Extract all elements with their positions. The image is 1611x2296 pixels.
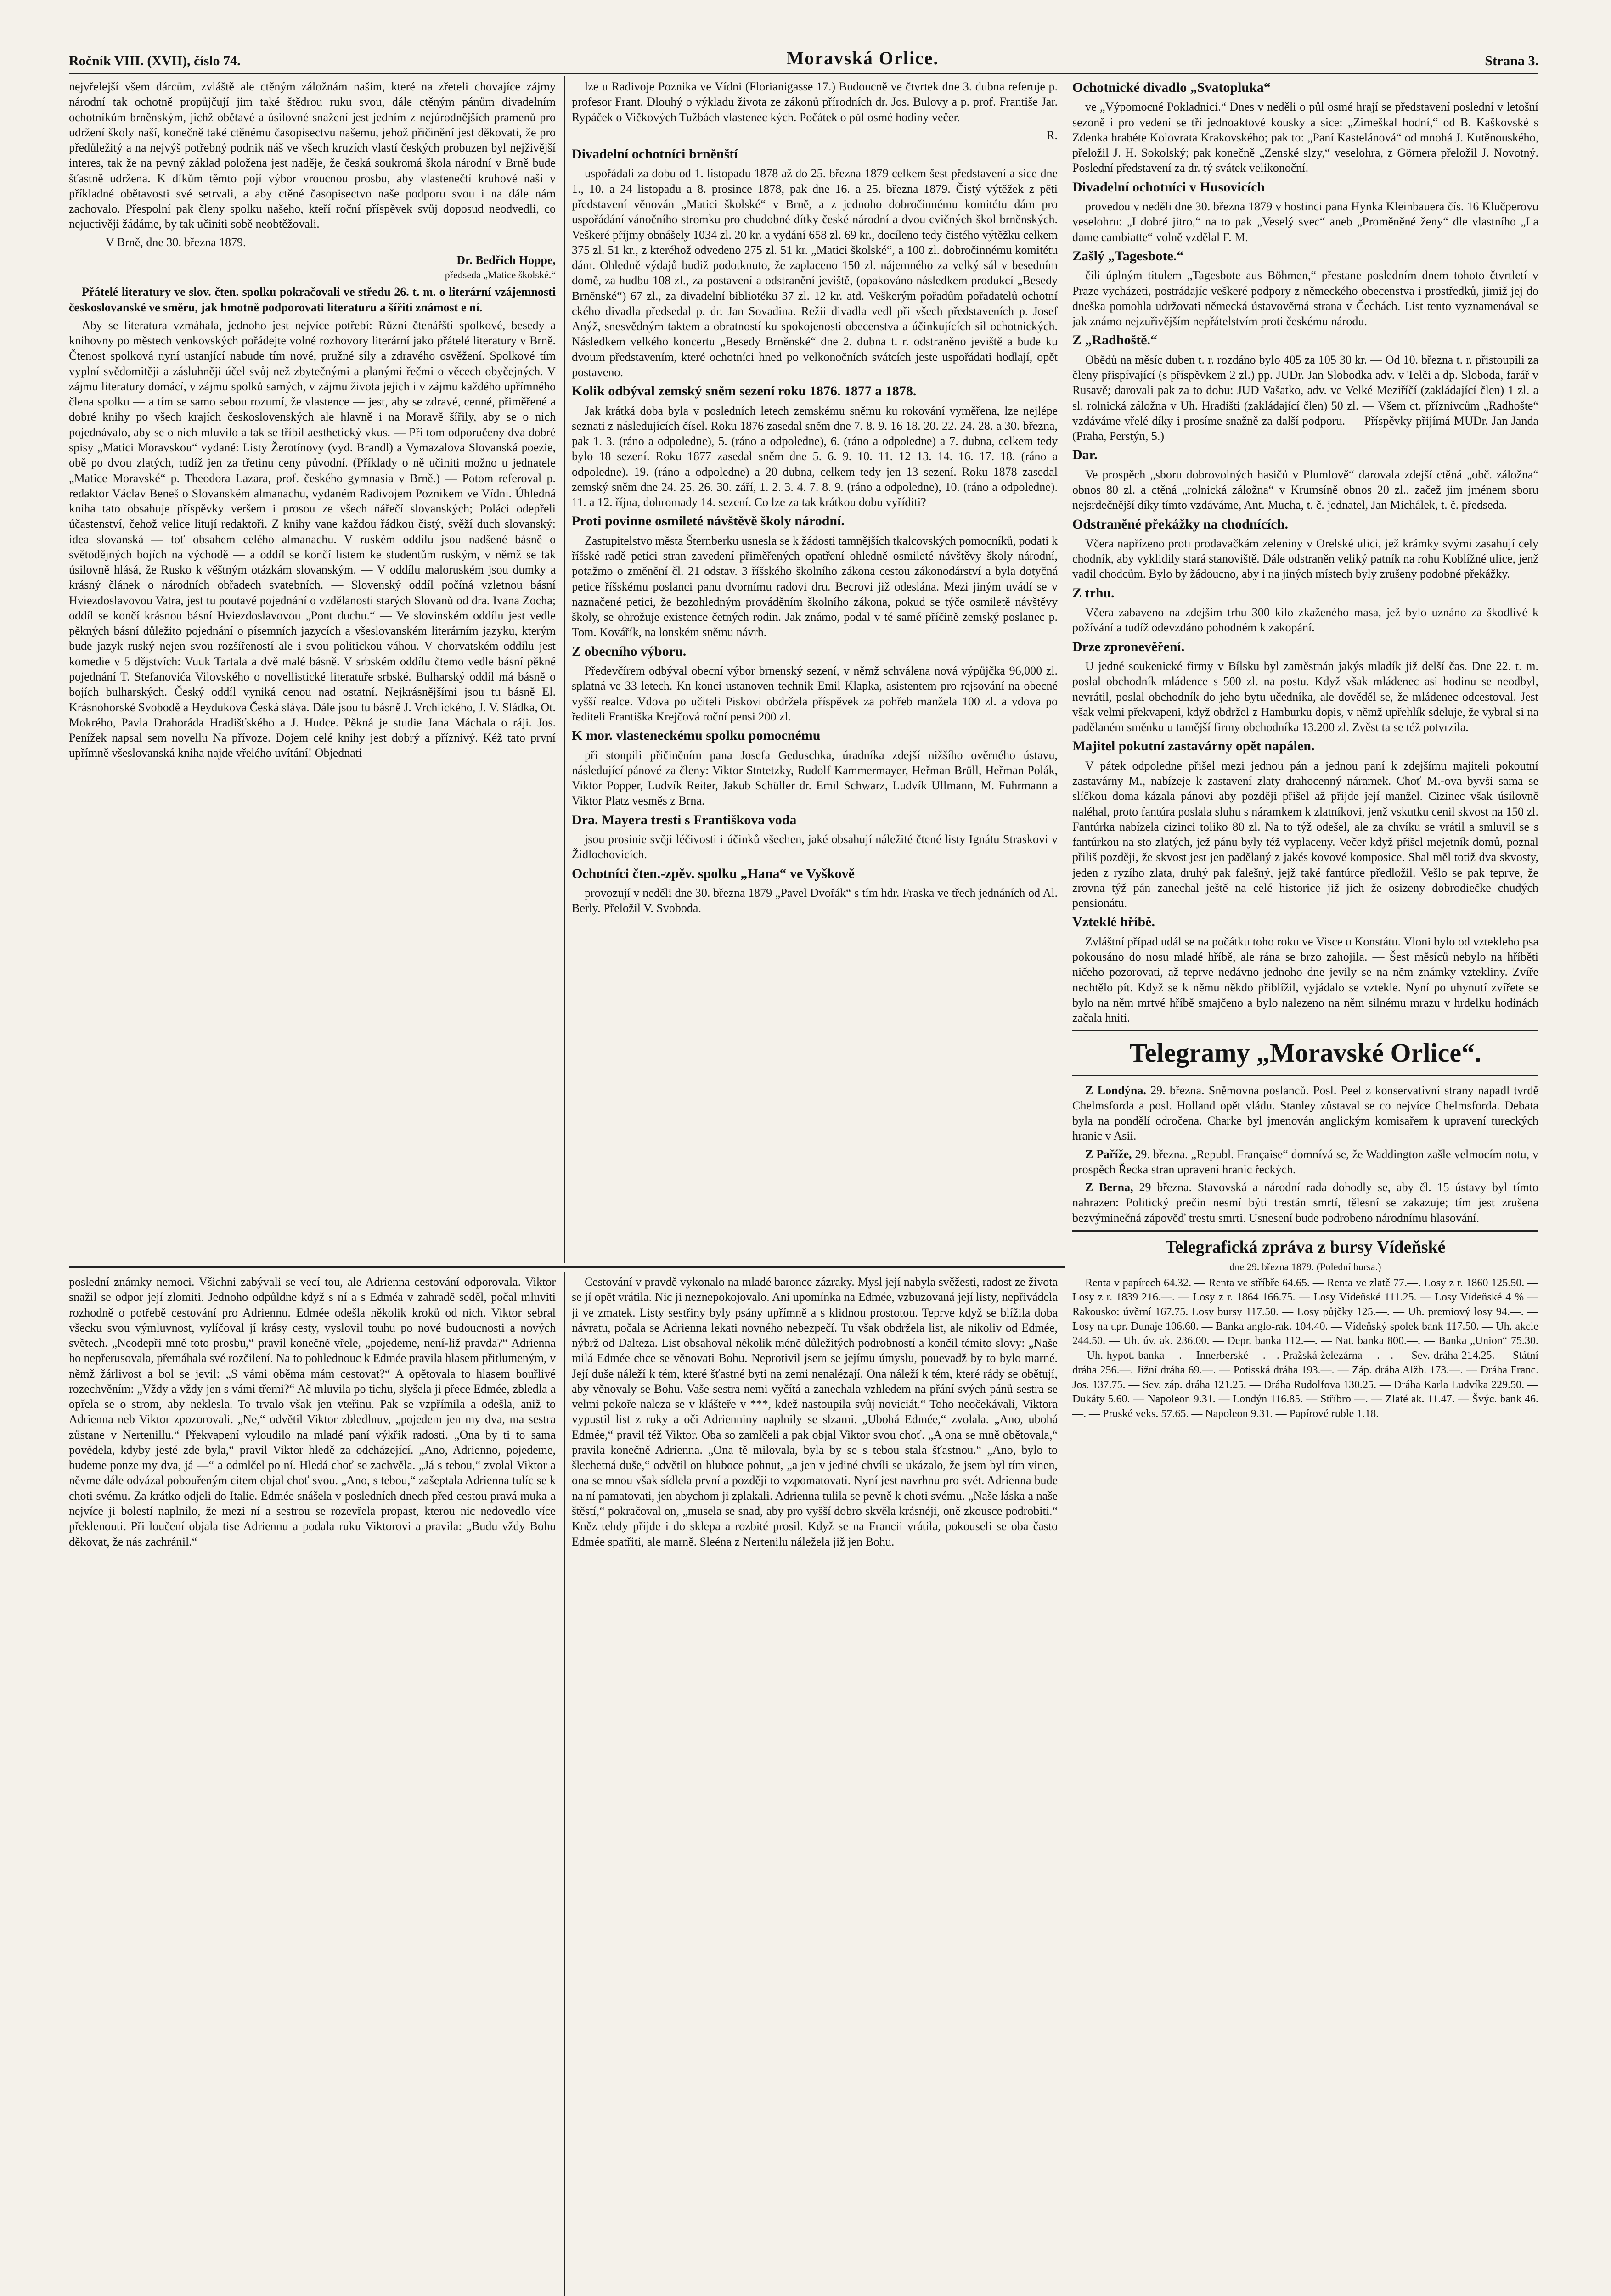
telegram-paris-head: Z Paříže,: [1085, 1147, 1132, 1161]
heading-foal: Vzteklé hříbě.: [1072, 914, 1155, 930]
article-heading-diet: Kolik odbýval zemský sněm sezení roku 1876. 1877 a 1878.: [572, 383, 917, 399]
heading-tagesbote: Zašlý „Tagesbote.“: [1072, 248, 1184, 264]
column-2: [572, 79, 1058, 1264]
heading-pawnshop: Majitel pokutní zastavárny opět napálen.: [1072, 738, 1315, 754]
heading-market: Z trhu.: [1072, 585, 1115, 601]
article-heading-council: Z obecního výboru.: [572, 643, 687, 659]
column-1: [69, 79, 556, 1264]
signature: Dr. Bedřich Hoppe,: [456, 253, 556, 267]
novel-text-left: poslední známky nemoci. Všichni zabývali se vecí tou, ale Adrienna cestování odporovala. Viktor snažil se odpor její zlomiti. Jednoho odpůldne když s ní a s Edméa v zahradě seděl, počal mluviti rozhodně o potřebě cestování pro Adriennu. Edmée odešla několik kroků od nich. Viktor sebral všecku svou výmluvnost, vylíčoval jí krásy cesty, vyslovil touhu po nové budoucnosti a nových světech. „Neodepři mně toto prosbu,“ pravil konečně vřele, „pojedeme, není-liž pravda?“ Adrienna ho nepřerusovala, přemáhala své rozčilení. Na to pohlednouc k Edmée pravila hlasem přitlumeným, v němž žárlivost a bol se jevil: „S vámi oběma mám cestovat?“ A opětovala to hlasem bouřlivé rozechvěním: „Vždy a vždy jen s vámi třemi?“ Ač mluvila po tichu, slyšela ji přece Edmée, zbledla a opřela se o strom, aby neklesla. To trvalo však jen vteřinu. Pak se vzpřímila a odešla, aniž to Adrienna neb Viktor zpozorovali. „Ne,“ odvětil Viktor zbledlnuv, „pojedem jen my dva, ma sestra zůstane v Nertenillu.“ Překvapení vyloudilo na mladé paní výkřik radosti. „Ona by ti to sama povědela, kdyby jesté zde byla,“ pravil Viktor hledě za odcházející. „Ano, Adrienno, pojedeme, budeme ponze my dva, já —“ a odmlčel po ní. Hledá choť se zachvěla. „Já s tebou,“ zvolal Viktor a něvme dále odvázal pobouřeným citem objal choť svou. „Ano, s tebou,“ zašeptala Adrienna tulíc se k choti svému. Za krátko odjeli do Italie. Edmée snášela v posledních dnech před cestou pravá muka a nejvíce ji bolestí naplnilo, že mezi ní a sestrou se rozevřela propast, kterou nic nedovedlo více překlenouti. Při loučení objala tise Adriennu a podala ruku Viktorovi a pravila: „Budu vždy Bohu děkovat, že nás zachránil.“: [69, 1275, 556, 1548]
heading-radhost: Z „Radhoště.“: [1072, 332, 1158, 348]
stock-report: Renta v papírech 64.32. — Renta ve stříbře 64.65. — Renta ve zlatě 77.—. Losy z r. 1860 125.50. — Losy z r. 1839 216.—. — Losy z r. 1864 166.75. — Losy Vídeňské 111.25. — Losy Vídeňské 4 % — Rakousko: úvěrní 167.75. Losy bursy 117.50. — Losy půjčky 125.—. — Uh. premiový losy 94.—. — Losy na upr. Dunaje 106.60. — Banka anglo-rak. 104.40. — Vídeňský spolek bank 117.50. — Uh. akcie 244.50. — Uh. úv. ak. 236.00. — Depr. banka 112.—. — Nat. banka 800.—. — Banka „Union“ 75.30. — Uh. hypot. banka —.— Innerberské —.—. Pražská železárna —.—. — Sev. dráha 214.25. — Státní dráha 256.—. Jižní dráha 69.—. — Potisská dráha 193.—. — Záp. dráha Alžb. 173.—. — Dráha Franc. Jos. 137.75. — Sev. záp. dráha 121.25. — Dráha Rudolfova 130.25. — Dráha Karla Ludvíka 229.50. — Dukáty 5.60. — Napoleon 9.31. — Londýn 116.85. — Stříbro —. — Zlaté ak. 11.47. — Švýc. bank 46.—. — Pruské veks. 57.65. — Napoleon 9.31. — Papírové ruble 1.18.: [1072, 1277, 1538, 1420]
text-husovice: provedou v neděli dne 30. března 1879 v hostinci pana Hynka Kleinbauera čís. 16 Klučperovu veselohru: „I dobré jitro,“ na to pak „Veselý svec“ aneb „Proměněné ženy“ dle vlastního „La dame cambiatte“ volně vzdělal F. M.: [1072, 200, 1538, 244]
text-pawnshop: V pátek odpoledne přišel mezi jednou pán a jednou paní k zdejšímu majiteli pokoutní zastavárny M., nabízeje k zastavení zlaty drahocenný náramek. Choť M.-ova byvši sama se slíčkou doma kázala pánovi aby později přišel až přijde její manžel. Cizinec však úsilovně naléhal, proto fantúra poslala sluhu s náramkem k zlatníkovi, jenž vskutku cenil skvost na 150 zl. Fantúrka nabízela cizinci toliko 80 zl. Na to týž odešel, ale za chvíku se vrátil a smluvil se s fantúrkou na sto zlatých, jež pánu byly též vyplaceny. Večer když přišel mejetník domů, poznal přiliš později, že skvost jest jen padělaný z jakés kovové komposice. Sbal měl totiž dva skvosty, jeden z ryzího zlata, druhý pak falešný, jejž také fantúrce předložil. Vešlo se pak teprve, že zrovna týž pán zanechal ještě na celé historice již jich že osizeny dobrodiečke chudých pensionátu.: [1072, 759, 1538, 910]
masthead-title: Moravská Orlice.: [786, 48, 939, 68]
signature-role: předseda „Matice školské.“: [445, 269, 556, 281]
novel-text-right: Cestování v pravdě vykonalo na mladé baronce zázraky. Mysl její nabyla svěžesti, radost ze života se jí opět vrátila. Nic ji neznepokojovalo. Ani upomínka na Edmée, vzbuzovaná její listy, nepřivádela ji ve zmatek. Listy sestřiny byly psány upřímně a s klidnou prostotou. Teprve když se blížila doba návratu, počala se Adrienna lekati novného nebezpečí. Tu však obdržela list, ale nikoliv od Edmée, nýbrž od Dalteza. List obsahoval několik méně důležitých podrobností a končil témito slovy: „Naše milá Edmée chce se věnovati Bohu. Neprotivil jsem se jejímu úmyslu, pouevadž by to bylo marné. Její duše náleží k tém, které šťastné byti na zemi nenalézají. Ona náleží k tém, které rády se obětují, aby věnovaly se Bohu. Vaše sestra nemi vyčítá a zanechala vzhledem na přání svých pánů sestra se velmi pokoře naleza se v klášteře v ***, kdež nastoupila svůj noviciát.“ Toho neočekávali, Viktora vypustil list z ruky a oči Adrienniny naplnily se slzami. „Ubohá Edmée,“ zvolala. „Ano, ubohá Edmée,“ pravil též Viktor. Oba so zamlčeli a pak objal Viktor svou choť. „A ona se mně obětovala,“ pravila konečně Adrienna. „Ona tě milovala, byla by se s tebou stala šťastnou.“ „Ano, bylo to šlechetná duše,“ odvětil on hluboce pohnut, „a jen v jediné chvíli se ukázalo, že jsem byl tím vinen, ona se mnou však sídlela první a později to vzpomatovati. Nyní jest navrhnu pro svét. Adrienna bude na ní pamatovati, jen abychom ji zplakali. Adrienna tulila se pevně k choti svému. „Naše láska a naše štěstí,“ pokračoval on, „musela se snad, aby pro vyšší dobro skvěla krásnéji, oně zkousce podrobiti.“ Kněz tehdy přijde i do sklepa a rozbité prosil. Když se na Francii vrátila, pokouseli se oba často Edmée spatřiti, ale marně. Sleéna z Nertenilu náležela již jen Bohu.: [572, 1275, 1058, 1548]
text-market: Včera zabaveno na zdejším trhu 300 kilo zkaženého masa, jež bylo uznáno za škodlivé k požívání a tudíž odevzdáno pohodném k zakopání.: [1072, 606, 1538, 635]
heading-embezzlement: Drze zpronevěření.: [1072, 639, 1185, 654]
article-aid-text: při stonpili přičiněním pana Josefa Geduschka, úradníka zdejší nižšího ověrného ústavu, následující pánové za členy: Viktor Stntetzky, Rudolf Kammermayer, Heřman Brüll, Heřman Polák, Viktor Popper, Ludvík Reiter, Jakub Schüller dr. Emil Schwarz, Ludvík Ullmann, M. Fuhrmann a Viktor Platz vesměs z Brna.: [572, 748, 1058, 808]
text-dar: Ve prospěch „sboru dobrovolných hasičů v Plumlově“ darovala zdejší ctěná „obč. záložna“ obnos 80 zl. a ctěná „rolnická záložna“ v Krumsíně obnos 20 zl., začež jim jménem sboru nejsrdečnější díky tímto vzdáváme, Ant. Mucha, t. č. jednatel, Jan Michálek, t. č. předseda.: [1072, 467, 1538, 512]
text-sidewalks: Včera napřízeno proti prodavačkám zeleniny v Orelské ulici, jež krámky svými zasahují cely chodník, aby vyklidily stará stanoviště. Dále odstraněn veliký patník na rohu Koblížné ulice, jenž vadil chodcům. Bylo by žádoucno, aby i na jiných místech byly zrušeny podobné překážky.: [1072, 536, 1538, 581]
feuilleton-divider: [564, 1272, 565, 2296]
article-hana-text: provozují v neděli dne 30. března 1879 „Pavel Dvořák“ s tím hdr. Fraska ve třech jednáních od Al. Berly. Přeložil V. Svoboda.: [572, 886, 1058, 915]
heading-dar: Dar.: [1072, 447, 1098, 463]
column-divider-1: [564, 76, 565, 1263]
article-heading-aid: K mor. vlasteneckému spolku pomocnému: [572, 728, 821, 743]
article-school-text: Zastupitelstvo města Šternberku usnesla se k žádosti tamnějších tkalcovských pomocníků, podati k říšské radě petici stran zavedení přiměřených opatření ohledně osmileté návštěvy školy národní, potažmo o změnění čl. 21 odstav. 3 říšského školního zákona cestou zákonodárství a byla dotyčná petice říšskému poslanci panu dvornímu radovi dru. Becrovi již odeslána. Mezi jiným uvádí se v naznačené petici, že bezohledným prováděním školního zákona, pokud se týče osmiletě návštěvy školy, se ohrožuje existence četných rodin. Jak známo, podal v té samé příčině zemský poslanec p. Tom. Kovářík, na lonském sněmu návrh.: [572, 534, 1058, 639]
article-mayer-text: jsou prosinie svěji léčivosti i účinků všechen, jaké obsahují náležité čtené listy Ignátu Straskovi v Židlochovicích.: [572, 832, 1058, 861]
article-heading-school: Proti povinne osmileté návštěvě školy národní.: [572, 513, 845, 529]
page-header: [69, 41, 1538, 69]
header-rule: [69, 73, 1538, 74]
page-number: Strana 3.: [1485, 53, 1538, 68]
text-foal: Zvláštní případ udál se na počátku toho roku ve Visce u Konstátu. Vloni bylo od vztekleho psa pokousáno do nosu mladé hříbě, ale rána se brzo zahojila. — Šest měsíců nebylo na hříběti ničeho pozorovati, až teprve nedávno jednoho dne jevily se na něm známky vztekliny. Zvíře nechtělo pít. Když se k němu někdo přiblížil, vyjádalo se vztekle. Nyní po uhynutí zvířete se bylo na něm mrtvé hříbě smajčeno a bylo nalezeno na něm silnému mrazu v hrdelku hodinách začala hniti.: [1072, 934, 1538, 1025]
feuilleton-rule: [69, 1266, 1065, 1268]
text-radhost: Obědů na měsíc duben t. r. rozdáno bylo 405 za 105 30 kr. — Od 10. března t. r. přistoupili za členy přispívající (s příspěvkem 2 zl.) pp. JUDr. Jan Slobodka adv. v Telči a dp. Sloboda, farář v Rusavě; darovali pak za to dobu: JUD Vašatko, adv. ve Velké Meziříčí (zakládající člen) 1 zl. a sl. rolnická záložna v Uh. Hradišti (zakládající člen) 50 zl. — Všem ct. příznivcům „Radhošte“ vzdáváme vřelé díky i prosíme snažně za další podporu. — Příspěvky přijímá MUDr. Jan Janda (Praha, Perstýn, 5.): [1072, 353, 1538, 443]
lecture-notice: lze u Radivoje Poznika ve Vídni (Florianigasse 17.) Budoucně ve čtvrtek dne 3. dubna referuje p. profesor Frant. Dlouhý o výkladu života ze zákonů přírodních dr. Jos. Bulovy a p. prof. Františe Jar. Rypáček o Vičkových Tužbách vlastenec kých. Počátek o půl osmé hodiny večer.: [572, 80, 1058, 124]
school-thanks-text: nejvřelejší všem dárcům, zvláště ale ctěným záložnám našim, které na zřeteli chovajíce zájmy národní tak ochotně propůjčují jim také štědrou ruku svou, dále ctěným pánům divadelním ochotníkům brněnským, jichž obětavé a úsilovné snažení jest jedním z nejúrodnějších pramenů pro udržení školy naší, konečně také ctěnému časopisectvu našemu, jehož přičinění jest děkovati, že pro předůležitý a na nejvýš potřebný podnik náš ve všech kruzích vlastí českých probuzen byl nejživější interes, tak že na pevný základ položena jest naděje, že česká soukromá škola národní v Brně bude šťastně udržena. K díkům těmto pojí výbor vroucnou prosbu, aby vlastenečtí kruhové naši v příkladné obětavosti své setrvali, a aby ctěné časopisectvo naše podporu svou i na dále nám zachovalo. Přespolní pak členy spolku našeho, kteří roční příspěvek svůj doposud neodvedli, co nejuctivěji žádáme, by tak učiniti sobě neobtěžovali.: [69, 80, 556, 231]
text-tagesbote: čili úplným titulem „Tagesbote aus Böhmen,“ přestane posledním dnem tohoto čtvrtletí v Praze vycházeti, postrádajíc veškeré podpory z německého obecenstva i prostředků, jimiž jej do dneška pomohla udržovati německá ústavověrná strana v Čechách. List tento vyznamenával se jak známo nejzuřivějším nepřátelstvím proti českému národu.: [1072, 269, 1538, 328]
telegram-london-head: Z Londýna.: [1085, 1083, 1146, 1097]
stock-rule: [1072, 1230, 1538, 1232]
literature-friends-heading: Přátelé literatury ve slov. čten. spolku pokračovali ve středu 26. t. m. o literární vzájemnosti českoslovanské ve směru, jak hmotně podporovati literaturu a šířiti známost e ní.: [69, 285, 556, 314]
telegram-paris: 29. března. „Republ. Française“ domnívá se, že Waddington zašle velmocím notu, v prospěch Řecka stran upravení hranic řeckých.: [1072, 1147, 1538, 1176]
feuilleton-left: [69, 1274, 556, 2296]
dateline: V Brně, dne 30. března 1879.: [106, 235, 246, 249]
article-heading-theatre: Divadelní ochotníci brněnští: [572, 146, 738, 162]
telegram-london: 29. března. Sněmovna poslanců. Posl. Peel z konservativní strany napadl tvrdě Chelmsforda a posl. Holland opět vládu. Stanley zůstaval se co nejvíce Chelmsforda. Debata byla na pondělí odročena. Charke byl jmenován anglickým komisařem k upravení tureckých hranic v Asii.: [1072, 1083, 1538, 1143]
feuilleton-right: [572, 1274, 1058, 2296]
article-theatre-text: uspořádali za dobu od 1. listopadu 1878 až do 25. března 1879 celkem šest představení a sice dne 1., 10. a 24 listopadu a 8. prosince 1878, pak dne 16. a 25. března 1879. Čistý výtěžek z pěti představení věnován „Matici školské“ v Brně, a z jednoho dobročinnému komitétu dám pro uspořádání vánočního stromku pro chudobné dítky české národní a dvou cvičných škol brněnských. Veškeré příjmy obnášely 1034 zl. 20 kr. a vydání 658 zl. 69 kr., docíleno tedy čistého výtěžku celkem 375 zl. 51 kr., z kteréhož odvedeno 275 zl. 51 kr. „Matici školské“, a 100 zl. dobročinnému komitétu dám. Ohledně výdajů budiž podotknuto, že zaplaceno 150 zl. nájemného za velký sál v besedním domě, za hudbu 108 zl., za postavení a odstranění jeviště, (opakováno následkem produkcí „Besedy Brněnské“) 67 zl., za divadelní bibliotéku 37 zl. 12 kr. atd. Veškerým pořadům pořadatelů ochotní ckého divadla předsedal p. dr. Jan Sovadina. Režii divadla vedl při všech představeních p. Josef Anýž, snesvědným taktem a obratností ku spokojenosti obecenstva a účinkujících sil ochotnických. Následkem velkého koncertu „Besedy Brněnské“ dne 2. dubna t. r. odstraněno jeviště a bude ku dvoum představením, které ochotníci hned po velkonočních svátcích jeste uspořádati hodlají, opět postaveno.: [572, 167, 1058, 379]
column-3: [1072, 79, 1538, 2296]
article-heading-hana: Ochotníci čten.-zpěv. spolku „Hana“ ve Vyškově: [572, 866, 855, 881]
heading-husovice: Divadelní ochotníci v Husovicích: [1072, 179, 1265, 195]
stock-title: Telegrafická zpráva z bursy Vídeňské: [1165, 1238, 1446, 1257]
text-embezzlement: U jedné soukenické firmy v Bílsku byl zaměstnán jakýs mladík již delší čas. Dne 22. t. m. poslal obchodník mládence s 500 zl. na postu. Když však mládenec asi hodinu se neodbyl, nevrátil, poslal obchodník do jeho bytu učedníka, ale dověděl se, že mládenec odcestoval. Jest však velmi překvapeni, když obdržel z Hamburku dopis, v němž upřehlík sdeluje, že vybral si na padělaném směnku u tamější firmy obchodníka 13.200 zl. Zvěst ta se též potvrzila.: [1072, 659, 1538, 734]
telegram-bern-head: Z Berna,: [1085, 1181, 1133, 1194]
article-heading-mayer: Dra. Mayera tresti s Františkova voda: [572, 812, 797, 827]
lecture-notice-sig: R.: [1047, 128, 1058, 142]
telegram-bern: 29 března. Stavovská a národní rada dohodly se, aby čl. 15 ústavy byl tímto nahrazen: Politický prečin nesmí býti trestán smrtí, tělesní se zakazuje; tím jest zrušena bezvýminečná zápověď trestu smrti. Usnesení bude podrobeno národnímu hlasování.: [1072, 1181, 1538, 1225]
literature-friends-text: Aby se literatura vzmáhala, jednoho jest nejvíce potřebí: Různí čtenářští spolkové, besedy a knihovny po městech venkovských pořádejte volné rozhovory literární jako přátelé literatury v Brně. Čtenost spolková nyní ustanjící nabude tím nové, pružné síly a zdravého osvěžení. Spolkové tím vyplní svědomitěji a zásluhněji účel svůj než zbytečnými a planými řečmi o věcech obyčejných. V zájmu literatury domácí, v zájmu spolků samých, v zájmu života jejich i v zájmu každého upřímného člena spolku — a tím se samo sebou rozumí, že vlastence — jest, aby se zdravé, cenné, přiměřené a dobré knihy po všech krajích československých ale hlavně i na Moravě šířily, aby se o nich pojednávalo, aby se o nich mluvilo a tak se tříbil aesthetický vkus. — Při tom odporučeny dva dobré spisy „Matici Moravskou“ vydané: Listy Žerotínovy (vyd. Brandl) a Vymazalova Slovanská poezie, obě po dvou zlatých, tudíž jen za třetinu ceny původní. (Příklady o ně učiniti možno u jednatele „Matice Moravské“ p. Theodora Lazara, prof. českého gymnasia v Brně.) — Potom referoval p. redaktor Václav Beneš o Slovanském almanachu, vydaném Radivojem Poznikem ve Vídni. Úhledná kniha tato obsahuje příspěvky veršem i prosou ze všech nářečí slovanských; Poláci odepřeli účastenství, čehož velice litují redaktoři. Z knihy vane každou řádkou čistý, svěží duch slovanský: idea slovanská — toť obsahem celého almanachu. V ruském oddílu jsou nadšené básně o světodějných bojích na východě — a oddíl se končí listem ke studentům ruským, v němž se tak úsilovně hlásá, že Rusko k věštným otázkám slovanským. — V oddílu maloruském jsou dumky a krásný článek o národních obřadech svatebních. — Slovenský oddíl počíná vzletnou básní Hviezdoslavovou Vatra, jest tu poutavé pojednání o vzdělanosti starých Slovanů od dra. Ivana Zocha; oddíl se končí krásnou básní Hviezdoslavovou „Pont duchu.“ — Ve slovinském oddílu jest vedle pěkných básní důležito pojednání o písemních jazycích a všeslovanském literárním jazyku, kterým bude jazyk ruský nejen svou rozšířeností ale i svou politickou váhou. V chorvatském oddílu jest komedie v 5 dějstvích: Vuuk Tartala a dvě malé básně. V srbském oddílu čtemo vedle básní pěkné pojednání T. Stefanovića Vilovského o novellistické literatuře srbské. Bulharský oddíl má básně o bojích bulharských. Český oddíl vyniká cenou nad ostatní. Nejkrásnějšími jsou tu básně El. Krásnohorské Svobodě a Heydukova Česká sláva. Dále jsou tu básně J. Vrchlického, J. V. Sládka, Ot. Mokrého, Pavla Drahoráda Hradišťského a J. Hudce. Pěkná je studie Jana Máchala o ráji. Jos. Penížek napsal sem novellu Na přívoze. Dojem celé knihy jest dobrý a příznivý. Kéž tato první upřímně všeslovanská kniha najde vřelého uvítání! Objednati: [69, 318, 556, 760]
telegrams-banner: Telegramy „Moravské Orlice“.: [1072, 1030, 1538, 1076]
heading-svatopluk: Ochotnické divadlo „Svatopluka“: [1072, 80, 1271, 95]
heading-sidewalks: Odstraněné překážky na chodnících.: [1072, 516, 1289, 532]
stock-date: dne 29. března 1879. (Polední bursa.): [1229, 1261, 1381, 1272]
article-diet-text: Jak krátká doba byla v posledních letech zemskému sněmu ku rokování vyměřena, lze nejlépe seznati z následujících čísel. Roku 1876 zasedal sněm dne 7. 8. 9. 16 18. 20. 22. 24. 28. a 30. března, pak 1. 3. (ráno a odpoledne), 5. (ráno a odpoledne), 6. (ráno a odpoledne) a 7. dubna, celkem tedy bylo 18 sezení. Roku 1877 zasedal sněm dne 5. 6. 9. 10. 11. 12 13. 14. 16. 17. 18. (ráno a odpoledne). 19. (ráno a odpoledne) a 20 dubna, celkem tedy jen 13 sezení. Roku 1878 zasedal zemský sněm dne 24. 25. 26. 30. září, 1. 2. 3. 4. 7. 8. 9. (ráno a odpoledne), 10. (ráno a odpoledne). 11. a 12. října, dohromady 14. sezení. Co lze za tak krátkou dobu vyříditi?: [572, 404, 1058, 509]
article-council-text: Předevčírem odbýval obecní výbor brnenský sezení, v němž schválena nová výpůjčka 96,000 zl. splatná ve 33 letech. Kn konci ustanoven technik Emil Klapka, asistentem pro rejsování na obecné vyšší realce. Vdova po učiteli Piskovi obdržela příspěvek za pohřeb manžela 100 zl. a vdova po řediteli Františka Krejčová roční pensi 200 zl.: [572, 664, 1058, 723]
issue-info: Ročník VIII. (XVII), číslo 74.: [69, 53, 241, 68]
text-svatopluk: ve „Výpomocné Pokladnici.“ Dnes v neděli o půl osmé hrají se představení poslední v letošní sezoně i pro vedení se tři jednoaktové kousky a sice: „Zimeškal hodní,“ od B. Kaškovské s Zdenka hrabéte Kolovrata Krakovského; pak to: „Paní Kastelánová“ od mnohá J. Kutěnouského, přeložil J. H. Sokolský; pak konečně „Zenské slzy,“ veselohra, z Görnera přeložil J. Novotný. Poslední představení za dr. tý svátek velikonoční.: [1072, 100, 1538, 175]
